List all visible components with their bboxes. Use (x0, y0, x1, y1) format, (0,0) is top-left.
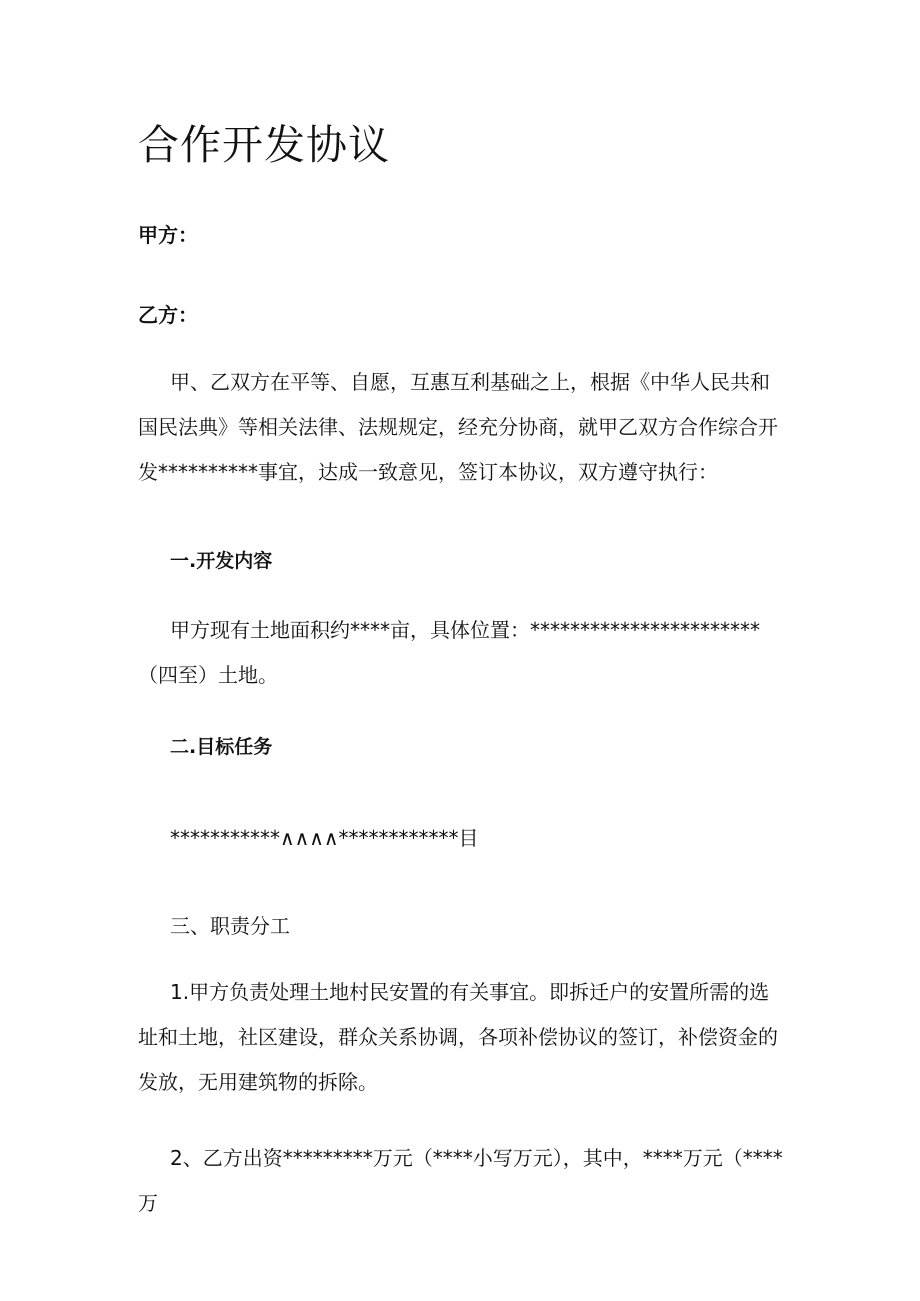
section-body-targets: ***********∧∧∧∧************目 (170, 826, 479, 850)
section-heading-responsibilities: 三、职责分工 (170, 914, 290, 938)
preamble-paragraph: 甲、乙双方在平等、自愿，互惠互利基础之上，根据《中华人民共和国民法典》等相关法律、法规规定，经充分协商，就甲乙双方合作综合开发**********事宜，达成一致意见，签订本协议，双方遵守执行： (138, 370, 778, 484)
section-heading-development-content: 一.开发内容 (170, 550, 273, 572)
document-title: 合作开发协议 (138, 121, 390, 169)
section-body-development-content: 甲方现有土地面积约****亩，具体位置：***********************（四至）土地。 (138, 618, 760, 687)
responsibility-item-2: 2、乙方出资*********万元（****小写万元），其中，****万元（****万 (138, 1146, 783, 1215)
responsibility-item-1: 1.甲方负责处理土地村民安置的有关事宜。即拆迁户的安置所需的选址和土地，社区建设，群众关系协调，各项补偿协议的签订，补偿资金的发放，无用建筑物的拆除。 (138, 980, 778, 1094)
party-a-label: 甲方： (138, 223, 198, 247)
party-b-label: 乙方： (138, 303, 198, 327)
section-heading-targets: 二.目标任务 (170, 736, 273, 758)
